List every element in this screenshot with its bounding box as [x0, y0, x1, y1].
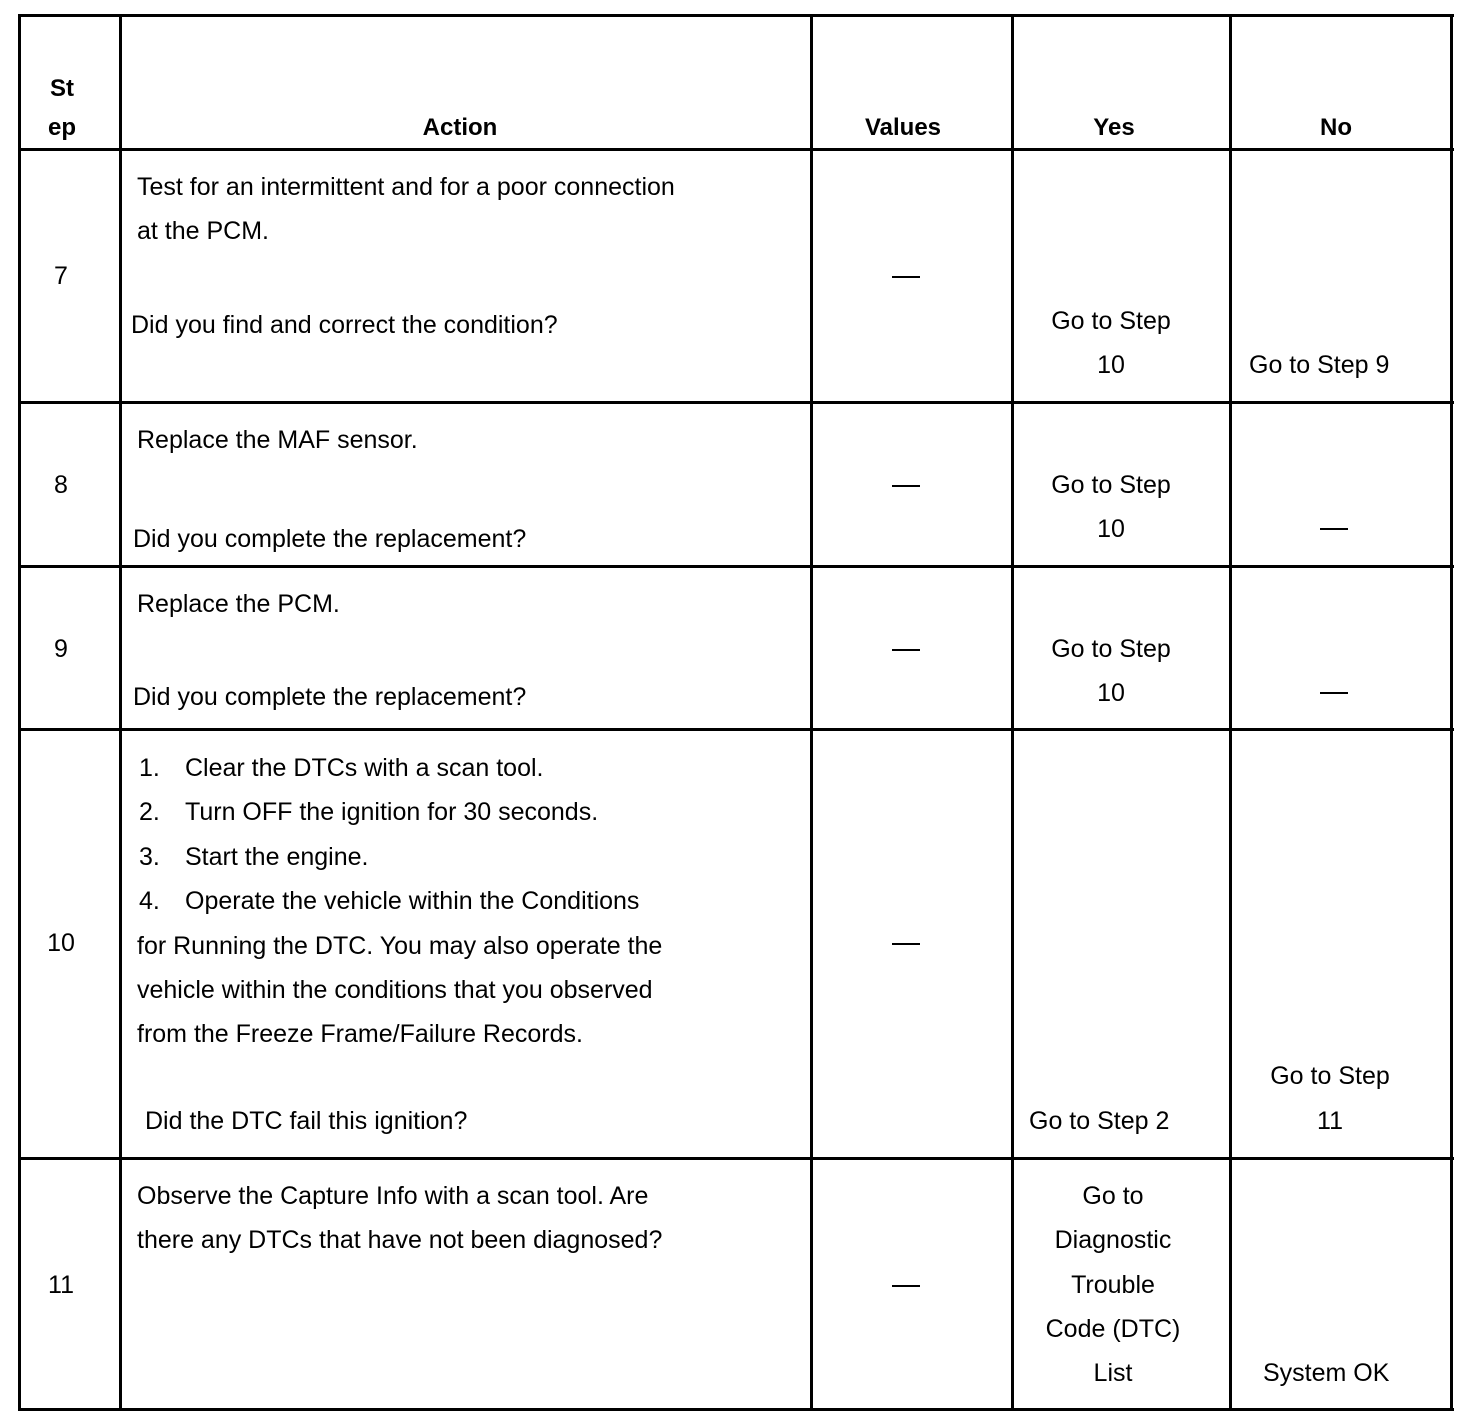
- action-text: vehicle within the conditions that you observed: [137, 976, 653, 1004]
- values-dash: [892, 649, 920, 651]
- row-divider: [18, 1157, 1454, 1160]
- list-item: Start the engine.: [185, 843, 369, 871]
- no-link[interactable]: System OK: [1263, 1359, 1390, 1387]
- column-divider: [1229, 14, 1232, 1411]
- values-dash: [892, 485, 920, 487]
- values-dash: [892, 943, 920, 945]
- list-item: Clear the DTCs with a scan tool.: [185, 754, 544, 782]
- action-question: Did the DTC fail this ignition?: [145, 1107, 468, 1135]
- yes-link[interactable]: 10: [1097, 679, 1125, 707]
- header-step: St: [50, 75, 74, 102]
- yes-link[interactable]: 10: [1097, 515, 1125, 543]
- header-action: Action: [422, 114, 498, 141]
- no-link[interactable]: Go to Step: [1270, 1062, 1390, 1090]
- no-link[interactable]: Go to Step 9: [1249, 351, 1390, 379]
- header-step: ep: [47, 114, 77, 141]
- action-question: Did you complete the replacement?: [133, 683, 527, 711]
- list-item: Turn OFF the ignition for 30 seconds.: [185, 798, 599, 826]
- table-border-right: [1450, 14, 1453, 1411]
- yes-link[interactable]: List: [1093, 1359, 1133, 1387]
- list-item: Operate the vehicle within the Conditions: [185, 887, 640, 915]
- yes-link[interactable]: Go to Step 2: [1029, 1107, 1170, 1135]
- step-number: 10: [47, 929, 75, 957]
- action-question: Did you complete the replacement?: [133, 525, 527, 553]
- list-number: 3.: [139, 843, 160, 871]
- step-number: 11: [48, 1271, 74, 1299]
- column-divider: [810, 14, 813, 1411]
- yes-link[interactable]: 10: [1097, 351, 1125, 379]
- action-text: Observe the Capture Info with a scan tool. Are: [137, 1182, 649, 1210]
- header-yes: Yes: [1093, 114, 1135, 141]
- row-divider: [18, 148, 1454, 151]
- list-number: 1.: [139, 754, 160, 782]
- yes-link[interactable]: Go to Step: [1051, 307, 1171, 335]
- yes-link[interactable]: Trouble: [1071, 1271, 1155, 1299]
- list-number: 2.: [139, 798, 160, 826]
- action-text: from the Freeze Frame/Failure Records.: [137, 1020, 583, 1048]
- yes-link[interactable]: Go to Step: [1051, 635, 1171, 663]
- header-no: No: [1320, 114, 1352, 141]
- action-text: for Running the DTC. You may also operate the: [137, 932, 663, 960]
- no-link[interactable]: 11: [1317, 1107, 1343, 1135]
- row-divider: [18, 728, 1454, 731]
- yes-link[interactable]: Go to Step: [1051, 471, 1171, 499]
- table-border-bottom: [18, 1408, 1454, 1411]
- action-text: at the PCM.: [137, 217, 269, 245]
- step-number: 8: [54, 471, 68, 499]
- action-question: Did you find and correct the condition?: [131, 311, 558, 339]
- column-divider: [119, 14, 122, 1411]
- header-values: Values: [864, 114, 942, 141]
- action-text: Test for an intermittent and for a poor connection: [137, 173, 675, 201]
- table-border-top: [18, 14, 1454, 17]
- action-text: Replace the PCM.: [137, 590, 340, 618]
- yes-link[interactable]: Diagnostic: [1054, 1226, 1172, 1254]
- row-divider: [18, 401, 1454, 404]
- step-number: 9: [54, 635, 68, 663]
- action-text: there any DTCs that have not been diagnosed?: [137, 1226, 663, 1254]
- column-divider: [1011, 14, 1014, 1411]
- yes-link[interactable]: Code (DTC): [1045, 1315, 1181, 1343]
- values-dash: [892, 276, 920, 278]
- action-text: Replace the MAF sensor.: [137, 426, 418, 454]
- no-dash: [1320, 692, 1348, 694]
- step-number: 7: [54, 262, 68, 290]
- list-number: 4.: [139, 887, 160, 915]
- no-dash: [1320, 528, 1348, 530]
- row-divider: [18, 565, 1454, 568]
- values-dash: [892, 1285, 920, 1287]
- yes-link[interactable]: Go to: [1082, 1182, 1144, 1210]
- table-border-left: [18, 14, 21, 1411]
